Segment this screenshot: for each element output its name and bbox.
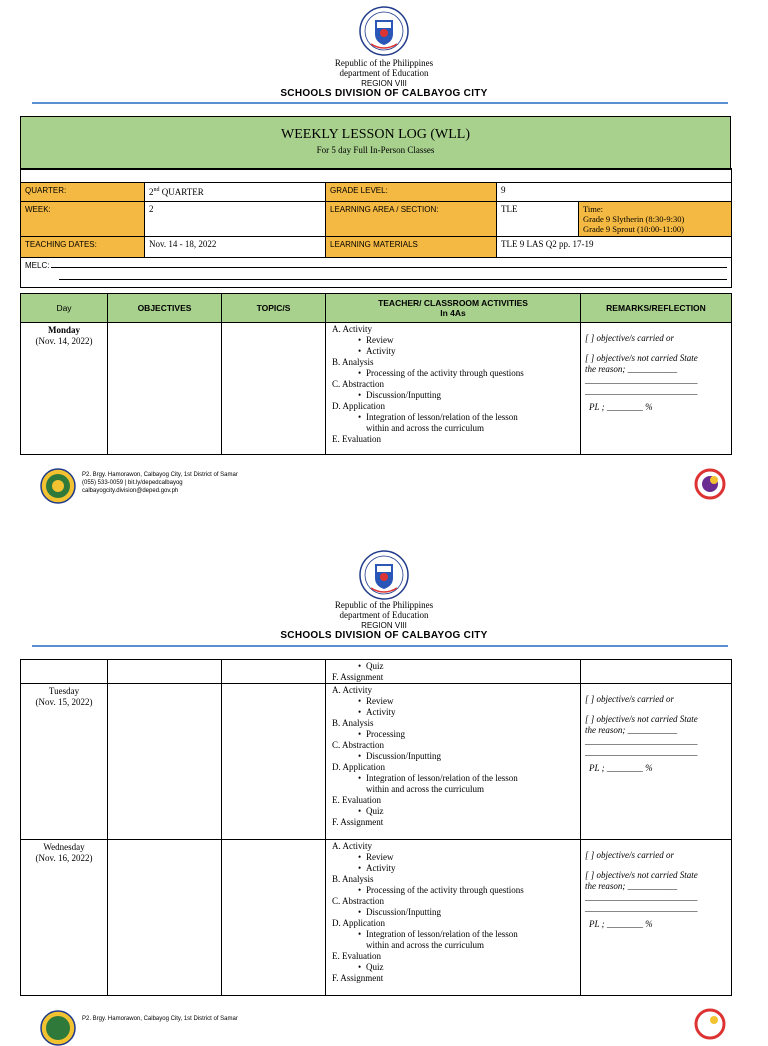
time-sprout: Grade 9 Sprout (10:00-11:00) (583, 224, 684, 234)
header-rule (32, 102, 728, 104)
activities-tuesday: A. Activity • Review • Activity B. Analysis • Processing C. Abstraction • Discussion/Inputting D. Application • Integration of lesson/relation of the lesson within and across the curriculum E. Evaluation • Quiz F. Assignment (326, 684, 581, 840)
week-label: WEEK: (21, 202, 145, 237)
activities-monday: A. Activity • Review • Activity B. Analysis • Processing of the activity through questions C. Abstraction • Discussion/Inputting D. Application • Integration of lesson/relation of the lesson within and across the curriculum E. Evaluation (326, 323, 581, 455)
division-logo-icon (40, 1010, 76, 1046)
header-region: REGION VIII (361, 79, 407, 88)
topics-continued (222, 660, 326, 684)
title-box (20, 116, 731, 170)
lesson-table-page1 (20, 293, 732, 455)
footer-email: calbayogcity.division@deped.gov.ph (82, 488, 179, 494)
topics-wednesday (222, 840, 326, 996)
grade-level-label: GRADE LEVEL: (326, 183, 497, 202)
footer-address: P2. Brgy. Hamorawon, Calbayog City, 1st District of Samar (82, 472, 238, 478)
objectives-wednesday (108, 840, 222, 996)
header-republic: Republic of the Philippines (334, 58, 434, 68)
teaching-dates-label: TEACHING DATES: (21, 237, 145, 258)
footer-address: P2. Brgy. Hamorawon, Calbayog City, 1st District of Samar (82, 1016, 238, 1022)
spacer-row (21, 169, 732, 183)
activities-wednesday: A. Activity • Review • Activity B. Analysis • Processing of the activity through questions C. Abstraction • Discussion/Inputting D. Application • Integration of lesson/relation of the lesson within and across the curriculum E. Evaluation • Quiz F. Assignment (326, 840, 581, 996)
topics-monday (222, 323, 326, 455)
remarks-monday: [ ] objective/s carried or [ ] objective/s not carried State the reason; ___________ _________________________ _________________________ PL ; ________ % (581, 323, 732, 455)
quarter-value: 2nd QUARTER (145, 183, 326, 202)
col-activities: TEACHER/ CLASSROOM ACTIVITIES In 4As (326, 294, 581, 323)
day-wednesday: Wednesday (Nov. 16, 2022) (21, 840, 108, 996)
title-main: WEEKLY LESSON LOG (WLL) (281, 127, 470, 142)
time-cell (579, 202, 732, 237)
header-division: SCHOOLS DIVISION OF CALBAYOG CITY (280, 88, 488, 99)
footer-phone: (055) 533-0059 | bit.ly/depedcalbayog (82, 480, 183, 486)
division-logo-icon (40, 468, 76, 504)
learning-area-label: LEARNING AREA / SECTION: (326, 202, 497, 237)
day-monday: Monday (Nov. 14, 2022) (21, 323, 108, 455)
week-value: 2 (145, 202, 326, 237)
melc-line-2 (59, 279, 727, 280)
day-tuesday: Tuesday (Nov. 15, 2022) (21, 684, 108, 840)
header-division: SCHOOLS DIVISION OF CALBAYOG CITY (280, 630, 488, 641)
activities-continued: • Quiz F. Assignment (326, 660, 581, 684)
quarter-label: QUARTER: (21, 183, 145, 202)
matatag-logo-icon (692, 466, 728, 502)
header-department: department of Education (339, 610, 429, 620)
col-topics: TOPIC/S (222, 294, 326, 323)
learning-materials-value: TLE 9 LAS Q2 pp. 17-19 (497, 237, 732, 258)
col-objectives: OBJECTIVES (108, 294, 222, 323)
info-table (20, 168, 732, 288)
learning-area-value: TLE (497, 202, 579, 237)
grade-level-value: 9 (497, 183, 732, 202)
melc-label: MELC: (25, 261, 50, 270)
learning-materials-label: LEARNING MATERIALS (326, 237, 497, 258)
remarks-tuesday: [ ] objective/s carried or [ ] objective/s not carried State the reason; ___________ _________________________ _________________________ PL ; ________ % (581, 684, 732, 840)
remarks-wednesday: [ ] objective/s carried or [ ] objective/s not carried State the reason; ___________ _________________________ _________________________ PL ; ________ % (581, 840, 732, 996)
header-department: department of Education (339, 68, 429, 78)
col-remarks: REMARKS/REFLECTION (581, 294, 732, 323)
title-sub: For 5 day Full In-Person Classes (316, 145, 435, 155)
time-slytherin: Grade 9 Slytherin (8:30-9:30) (583, 214, 685, 224)
lesson-table-page2 (20, 659, 732, 996)
remarks-continued (581, 660, 732, 684)
objectives-continued (108, 660, 222, 684)
deped-seal-icon (359, 550, 409, 600)
objectives-monday (108, 323, 222, 455)
header-rule (32, 645, 728, 647)
header-republic: Republic of the Philippines (334, 600, 434, 610)
header-region: REGION VIII (361, 621, 407, 630)
topics-tuesday (222, 684, 326, 840)
teaching-dates-value: Nov. 14 - 18, 2022 (145, 237, 326, 258)
day-continued (21, 660, 108, 684)
melc-cell (21, 258, 732, 288)
col-day: Day (21, 294, 108, 323)
time-label: Time: (583, 204, 604, 214)
melc-line-1 (51, 260, 727, 268)
deped-seal-icon (359, 6, 409, 56)
objectives-tuesday (108, 684, 222, 840)
matatag-logo-icon (692, 1006, 728, 1042)
